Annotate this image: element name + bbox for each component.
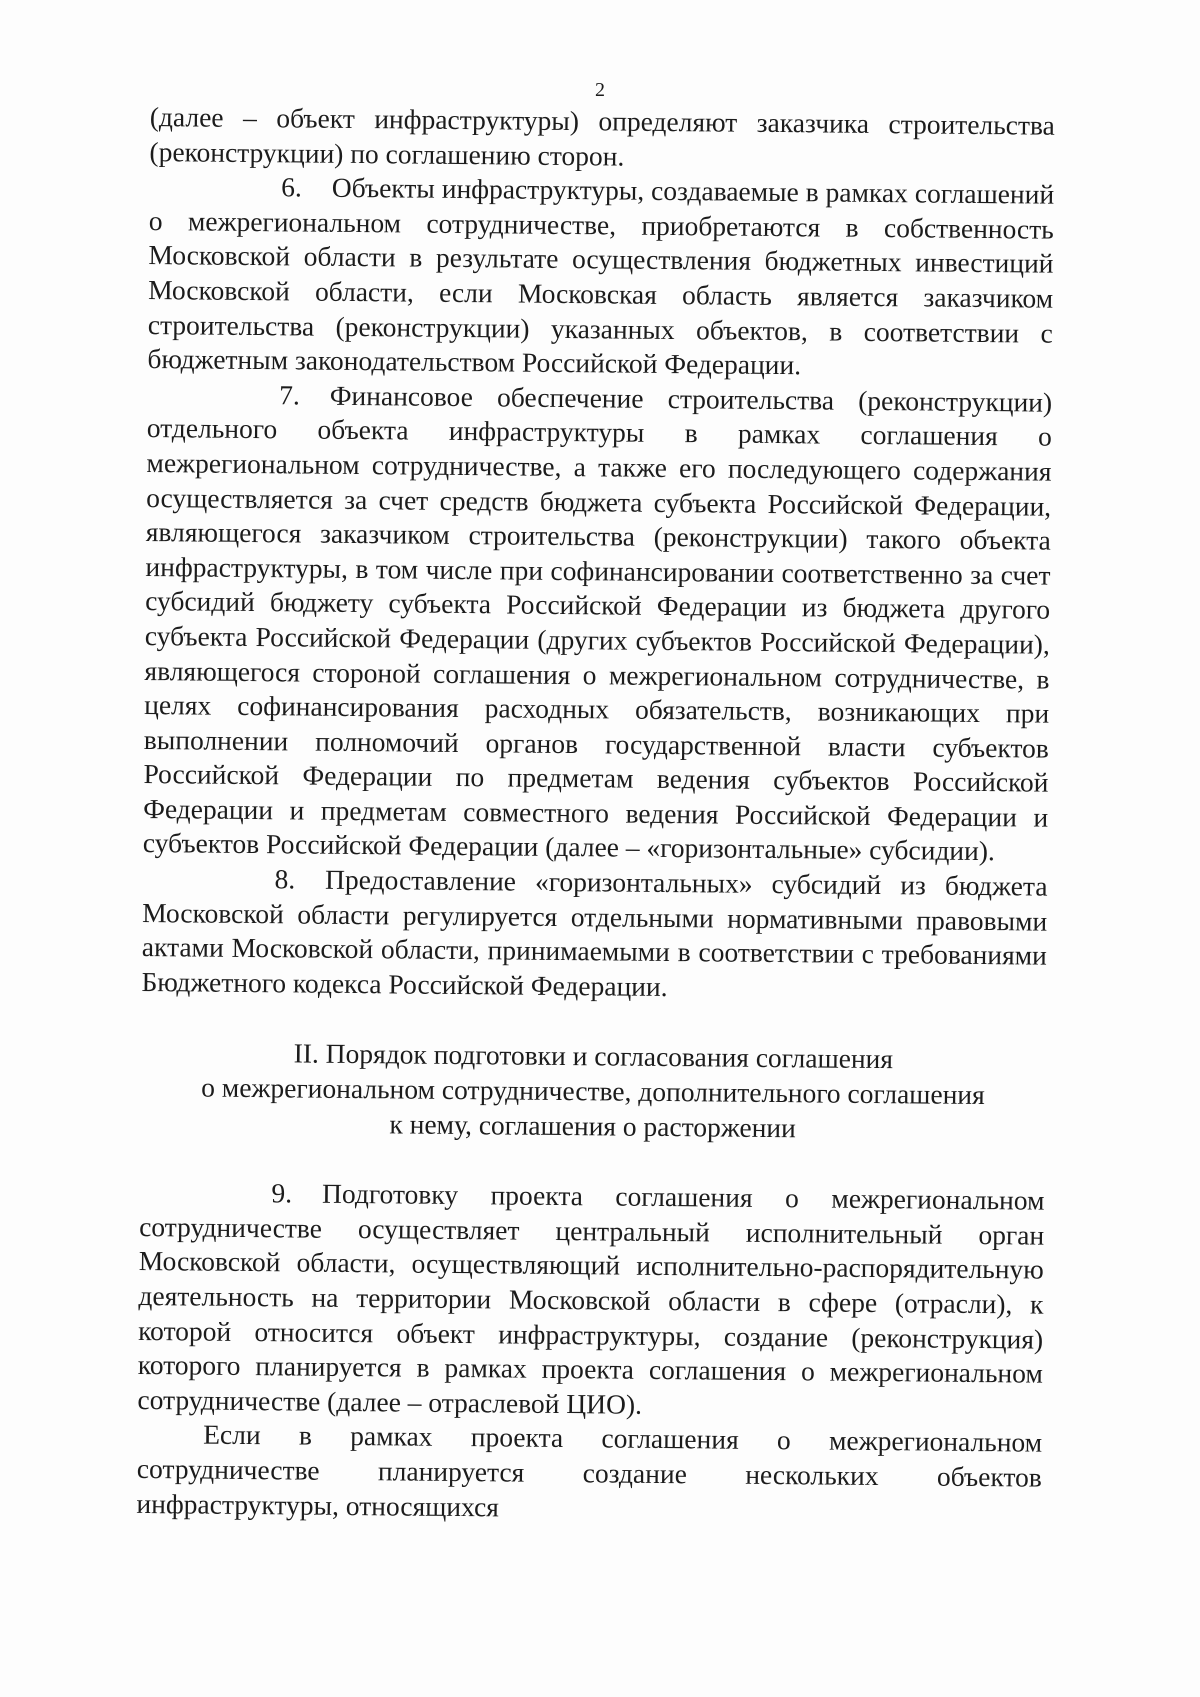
paragraph-text: Предоставление «горизонтальных» субсидий из бюджета Московской области регулируется отдельными нормативными правовыми актами Московской области, принимаемыми в соответствии с требованиями Бюджетного кодекса Российской Федерации. — [141, 863, 1048, 1002]
paragraph-number: 7. — [279, 379, 300, 411]
paragraph-10: Если в рамках проекта соглашения о межрегиональном сотрудничестве планируется создание нескольких объектов инфраструктуры, относящихся — [136, 1418, 1043, 1522]
page-number: 2 — [595, 79, 605, 101]
section-heading — [140, 1035, 1046, 1147]
paragraph-text: Объекты инфраструктуры, создаваемые в рамках соглашений о межрегиональном сотрудничестве, приобретаются в собственность Московской области в результате осуществления бюджетных инвестиций Московской области, если Московская область является заказчиком строительства (реконструкции) указанных объектов, в соответствии с бюджетным законодательством Российской Федерации. — [147, 171, 1055, 381]
paragraph-number: 6. — [281, 171, 302, 203]
paragraph-7 — [143, 377, 1053, 870]
paragraph-continuation: (далее – объект инфраструктуры) определяют заказчика строительства (реконструкции) по соглашению сторон. — [149, 100, 1055, 172]
section-heading-line-1: II. Порядок подготовки и согласования соглашения — [293, 1037, 894, 1075]
paragraph-9 — [137, 1175, 1044, 1426]
section-heading-line-2: о межрегиональном сотрудничестве, дополнительного соглашения — [201, 1071, 985, 1111]
paragraph-text: Подготовку проекта соглашения о межрегиональном сотрудничестве осуществляет центральный исполнительный орган Московской области, осуществляющий исполнительно-распорядительную деятельность на территории Московской области в сфере (отрасли), к которой относится объект инфраструктуры, создание (реконструкция) которого планируется в рамках проекта соглашения о межрегиональном сотрудничестве (далее – отраслевой ЦИО). — [137, 1177, 1045, 1420]
paragraph-text: Финансовое обеспечение строительства (реконструкции) отдельного объекта инфраструктуры в рамках соглашения о межрегиональном сотрудничестве, а также его последующего содержания осуществляется за счет средств бюджета субъекта Российской Федерации, являющегося заказчиком строительства (реконструкции) такого объекта инфраструктуры, в том числе при софинансировании соответственно за счет субсидий бюджету субъекта Российской Федерации из бюджета другого субъекта Российской Федерации (других субъектов Российской Федерации), являющегося стороной соглашения о межрегиональном сотрудничестве, в целях софинансирования расходных обязательств, возникающих при выполнении полномочий органов государственной власти субъектов Российской Федерации по предметам ведения субъектов Российской Федерации и предметам совместного ведения Российской Федерации и субъектов Российской Федерации (далее – «горизонтальные» субсидии). — [142, 379, 1053, 867]
paragraph-number: 8. — [274, 863, 296, 895]
section-heading-line-3: к нему, соглашения о расторжении — [389, 1107, 796, 1143]
paragraph-6 — [147, 169, 1054, 385]
document-body — [136, 100, 1055, 1530]
paragraph-number: 9. — [271, 1177, 293, 1209]
paragraph-8 — [141, 861, 1047, 1008]
